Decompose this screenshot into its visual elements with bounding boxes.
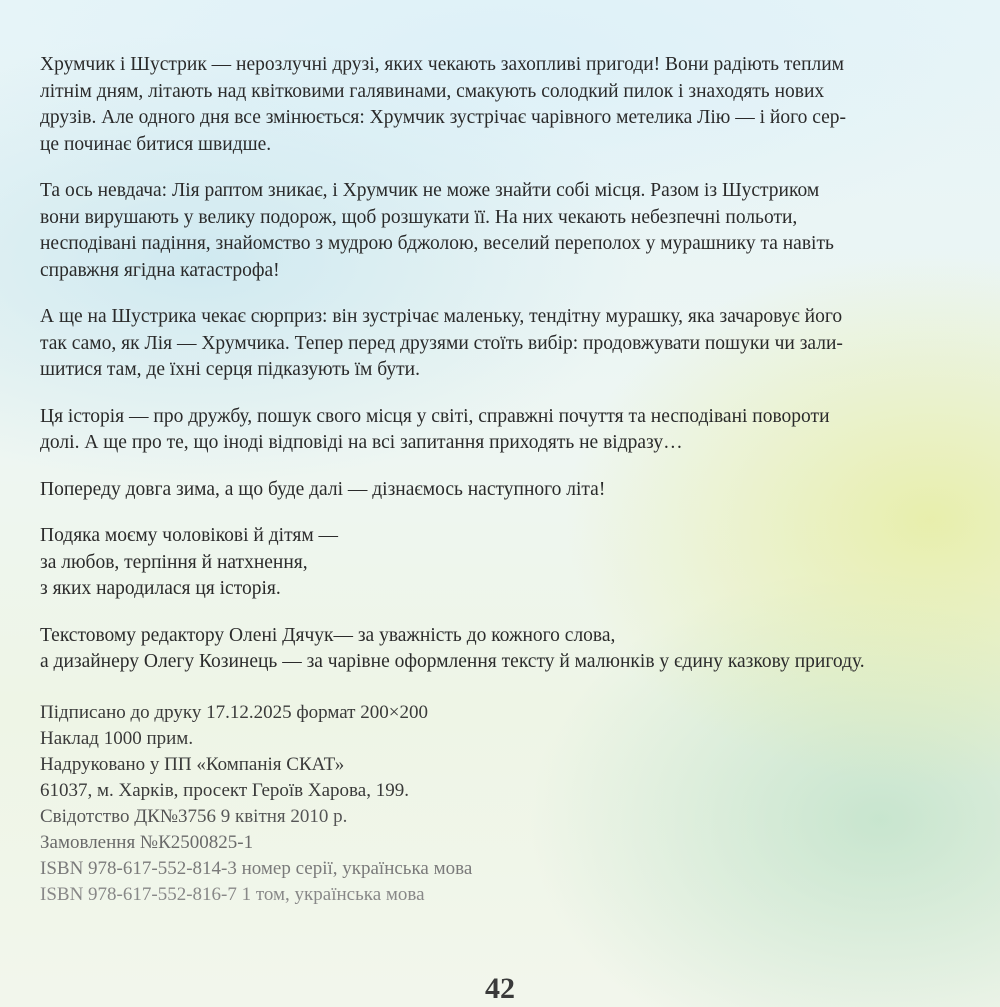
imprint-block xyxy=(40,700,970,908)
imprint-certificate: Свідотство ДК№3756 9 квітня 2010 р. xyxy=(40,805,348,827)
page-number: 42 xyxy=(485,972,515,1005)
text-line: з яких народилася ця історія. xyxy=(40,578,281,599)
text-line: Попереду довга зима, а що буде далі — дізнаємось наступного літа! xyxy=(40,478,606,500)
text-line: за любов, терпіння й натхнення, xyxy=(40,551,308,573)
text-line: шитися там, де їхні серця підказують їм бути. xyxy=(40,359,420,380)
paragraph-story-about xyxy=(40,404,970,457)
text-line: справжня ягідна катастрофа! xyxy=(40,259,280,281)
text-line: Ця історія — про дружбу, пошук свого місця у світі, справжні почуття та несподівані повороти xyxy=(40,405,830,427)
text-line: Та ось невдача: Лія раптом зникає, і Хрумчик не може знайти собі місця. Разом із Шустриком xyxy=(40,180,820,201)
imprint-isbn-series: ISBN 978-617-552-814-3 номер серії, українська мова xyxy=(40,857,473,879)
paragraph-journey xyxy=(40,178,970,284)
text-line: Текстовому редактору Олені Дячук— за уважність до кожного слова, xyxy=(40,624,616,646)
imprint-signed: Підписано до друку 17.12.2025 формат 200×200 xyxy=(40,701,428,723)
acknowledgment-team xyxy=(40,623,970,676)
text-line: так само, як Лія — Хрумчика. Тепер перед друзями стоїть вибір: продовжувати пошуки чи зали- xyxy=(40,332,843,354)
text-line: Подяка моєму чоловікові й дітям — xyxy=(40,525,339,546)
imprint-address: 61037, м. Харків, просект Героїв Харова, 199. xyxy=(40,779,409,801)
imprint-isbn-volume: ISBN 978-617-552-816-7 1 том, українська мова xyxy=(40,883,425,905)
text-line: друзів. Але одного дня все змінюється: Хрумчик зустрічає чарівного метелика Лію — і його сер- xyxy=(40,107,847,128)
text-line: а дизайнеру Олегу Козинець — за чарівне оформлення тексту й малюнків у єдину казкову пригоду. xyxy=(40,651,865,672)
paragraph-winter xyxy=(40,477,970,504)
imprint-print-run: Наклад 1000 прим. xyxy=(40,727,194,749)
paragraph-surprise xyxy=(40,304,970,384)
page-content xyxy=(40,52,970,908)
text-line: несподівані падіння, знайомство з мудрою бджолою, веселий переполох у мурашнику та навіть xyxy=(40,233,834,254)
text-line: долі. А ще про те, що іноді відповіді на всі запитання приходять не відразу… xyxy=(40,432,683,453)
text-line: Хрумчик і Шустрик — нерозлучні друзі, яких чекають захопливі пригоди! Вони радіють теплим xyxy=(40,54,845,75)
text-line: А ще на Шустрика чекає сюрприз: він зустрічає маленьку, тендітну мурашку, яка зачаровує його xyxy=(40,306,843,327)
imprint-printer: Надруковано у ПП «Компанія СКАТ» xyxy=(40,753,345,775)
text-line: вони вирушають у велику подорож, щоб розшукати її. На них чекають небезпечні польоти, xyxy=(40,206,798,228)
imprint-order: Замовлення №К2500825-1 xyxy=(40,831,254,853)
paragraph-intro xyxy=(40,52,970,158)
text-line: літнім дням, літають над квітковими галявинами, смакують солодкий пилок і знаходять нових xyxy=(40,80,825,102)
text-line: це починає битися швидше. xyxy=(40,133,272,155)
acknowledgment-family xyxy=(40,523,970,603)
